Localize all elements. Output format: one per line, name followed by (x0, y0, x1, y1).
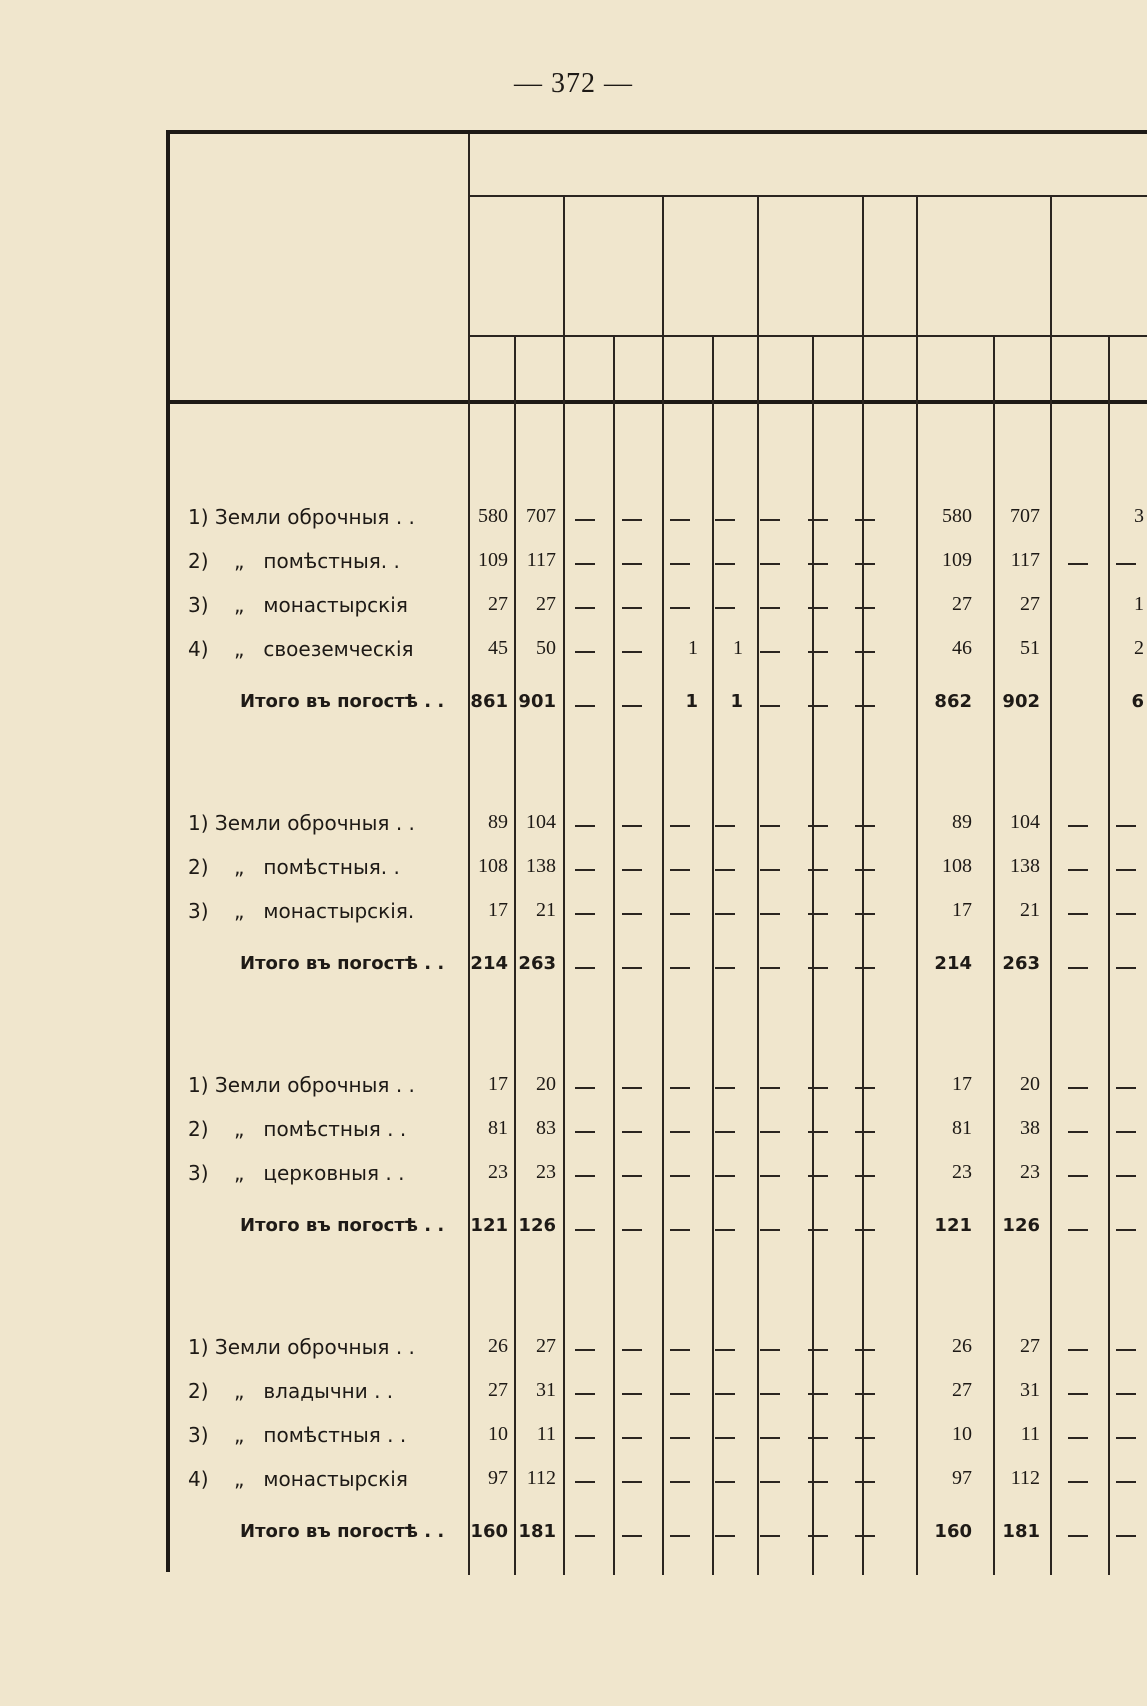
table-cell: 23 (952, 1161, 972, 1183)
table-cell: 214 (470, 953, 508, 974)
table-cell: 27 (1020, 593, 1040, 615)
empty-dash (1068, 1229, 1088, 1231)
table-cell: 121 (470, 1215, 508, 1236)
empty-dash (715, 1393, 735, 1395)
empty-dash (715, 519, 735, 521)
empty-dash (760, 1087, 780, 1089)
empty-dash (855, 1349, 875, 1351)
empty-dash (1068, 1175, 1088, 1177)
empty-dash (855, 913, 875, 915)
empty-dash (760, 651, 780, 653)
empty-dash (1068, 1481, 1088, 1483)
empty-dash (715, 563, 735, 565)
row-label: 2) „ владычни . . (188, 1379, 394, 1403)
table-cell: 20 (536, 1073, 556, 1095)
empty-dash (1068, 1437, 1088, 1439)
empty-dash (760, 967, 780, 969)
empty-dash (808, 1393, 828, 1395)
empty-dash (1068, 1393, 1088, 1395)
empty-dash (1116, 869, 1136, 871)
empty-dash (575, 1229, 595, 1231)
empty-dash (575, 967, 595, 969)
table-cell: 17 (952, 899, 972, 921)
table-cell: 104 (526, 811, 556, 833)
table-cell: 81 (952, 1117, 972, 1139)
table-cell: 10 (952, 1423, 972, 1445)
table-cell: 50 (536, 637, 556, 659)
empty-dash (808, 1175, 828, 1177)
table-cell: 89 (488, 811, 508, 833)
empty-dash (575, 913, 595, 915)
table-cell: 23 (536, 1161, 556, 1183)
table-cell: 126 (1002, 1215, 1040, 1236)
empty-dash (760, 1349, 780, 1351)
table-cell: 27 (952, 593, 972, 615)
empty-dash (855, 651, 875, 653)
table-cell: 38 (1020, 1117, 1040, 1139)
table-cell: 160 (934, 1521, 972, 1542)
table-cell: 263 (1002, 953, 1040, 974)
empty-dash (1116, 1349, 1136, 1351)
row-label: 3) „ помѣстныя . . (188, 1423, 407, 1447)
table-cell: 104 (1010, 811, 1040, 833)
empty-dash (622, 869, 642, 871)
row-label: Итого въ погостѣ . . (240, 1215, 445, 1236)
empty-dash (855, 1087, 875, 1089)
empty-dash (715, 825, 735, 827)
table-cell: 108 (478, 855, 508, 877)
subheader-rule (470, 335, 1147, 337)
table-cell: 580 (942, 505, 972, 527)
table-cell: 27 (488, 1379, 508, 1401)
empty-dash (670, 1535, 690, 1537)
table-cell: 181 (518, 1521, 556, 1542)
empty-dash (1068, 1349, 1088, 1351)
empty-dash (760, 1393, 780, 1395)
empty-dash (715, 1481, 735, 1483)
empty-dash (855, 825, 875, 827)
empty-dash (1116, 825, 1136, 827)
empty-dash (670, 1481, 690, 1483)
empty-dash (760, 1535, 780, 1537)
column-rule (662, 195, 664, 1575)
empty-dash (575, 1437, 595, 1439)
empty-dash (670, 967, 690, 969)
table-cell: 126 (518, 1215, 556, 1236)
empty-dash (670, 913, 690, 915)
empty-dash (808, 1349, 828, 1351)
empty-dash (1116, 913, 1136, 915)
empty-dash (1068, 1131, 1088, 1133)
empty-dash (622, 967, 642, 969)
empty-dash (715, 1229, 735, 1231)
table-cell: 20 (1020, 1073, 1040, 1095)
empty-dash (1116, 563, 1136, 565)
page-number: — 372 — (514, 68, 633, 99)
empty-dash (855, 1481, 875, 1483)
empty-dash (715, 1437, 735, 1439)
empty-dash (575, 563, 595, 565)
empty-dash (760, 563, 780, 565)
row-label: 1) Земли оброчныя . . (188, 1073, 415, 1097)
row-label: 2) „ помѣстныя . . (188, 1117, 407, 1141)
column-rule (613, 335, 615, 1575)
table-cell: 51 (1020, 637, 1040, 659)
empty-dash (670, 869, 690, 871)
row-label: 3) „ монастырскія (188, 593, 408, 617)
table-cell: 17 (488, 1073, 508, 1095)
empty-dash (1116, 1481, 1136, 1483)
row-label: 1) Земли оброчныя . . (188, 811, 415, 835)
empty-dash (1116, 1131, 1136, 1133)
empty-dash (670, 1393, 690, 1395)
empty-dash (855, 1175, 875, 1177)
table-cell: 138 (1010, 855, 1040, 877)
table-left-border (166, 130, 170, 1572)
empty-dash (1116, 1175, 1136, 1177)
empty-dash (808, 967, 828, 969)
table-cell: 11 (1020, 1423, 1040, 1445)
empty-dash (715, 607, 735, 609)
empty-dash (622, 705, 642, 707)
empty-dash (808, 825, 828, 827)
table-cell: 580 (478, 505, 508, 527)
table-cell: 10 (488, 1423, 508, 1445)
empty-dash (808, 705, 828, 707)
table-cell: 117 (1010, 549, 1040, 571)
table-cell: 27 (488, 593, 508, 615)
row-label: 4) „ монастырскія (188, 1467, 408, 1491)
table-cell: 97 (488, 1467, 508, 1489)
empty-dash (670, 607, 690, 609)
empty-dash (670, 1229, 690, 1231)
empty-dash (575, 651, 595, 653)
empty-dash (1068, 1087, 1088, 1089)
row-label: 1) Земли оброчныя . . (188, 505, 415, 529)
row-label: 1) Земли оброчныя . . (188, 1335, 415, 1359)
empty-dash (622, 1229, 642, 1231)
empty-dash (622, 607, 642, 609)
empty-dash (575, 1349, 595, 1351)
table-cell: 6 (1131, 691, 1144, 712)
empty-dash (622, 519, 642, 521)
empty-dash (760, 825, 780, 827)
empty-dash (1116, 1229, 1136, 1231)
empty-dash (1068, 563, 1088, 565)
row-label: 2) „ помѣстныя. . (188, 855, 400, 879)
table-cell: 862 (934, 691, 972, 712)
empty-dash (575, 1481, 595, 1483)
empty-dash (622, 1437, 642, 1439)
empty-dash (855, 519, 875, 521)
empty-dash (855, 563, 875, 565)
empty-dash (855, 967, 875, 969)
empty-dash (808, 1437, 828, 1439)
empty-dash (760, 869, 780, 871)
empty-dash (855, 607, 875, 609)
table-cell: 263 (518, 953, 556, 974)
empty-dash (575, 705, 595, 707)
empty-dash (855, 869, 875, 871)
empty-dash (1116, 1087, 1136, 1089)
empty-dash (575, 1131, 595, 1133)
column-rule (812, 335, 814, 1575)
table-cell: 3 (1134, 505, 1144, 527)
empty-dash (575, 1535, 595, 1537)
empty-dash (808, 1131, 828, 1133)
empty-dash (808, 1229, 828, 1231)
empty-dash (760, 519, 780, 521)
empty-dash (715, 967, 735, 969)
empty-dash (760, 705, 780, 707)
row-label: 3) „ церковныя . . (188, 1161, 405, 1185)
empty-dash (855, 1131, 875, 1133)
table-cell: 97 (952, 1467, 972, 1489)
empty-dash (715, 1349, 735, 1351)
header-bottom-border (166, 400, 1147, 404)
empty-dash (715, 1175, 735, 1177)
empty-dash (670, 1131, 690, 1133)
empty-dash (760, 913, 780, 915)
empty-dash (760, 1481, 780, 1483)
table-cell: 121 (934, 1215, 972, 1236)
table-cell: 2 (1134, 637, 1144, 659)
table-cell: 21 (1020, 899, 1040, 921)
empty-dash (622, 1131, 642, 1133)
empty-dash (670, 519, 690, 521)
table-cell: 1 (733, 637, 743, 659)
table-cell: 902 (1002, 691, 1040, 712)
empty-dash (1068, 825, 1088, 827)
table-cell: 1 (730, 691, 743, 712)
empty-dash (622, 651, 642, 653)
empty-dash (855, 1535, 875, 1537)
group-rule (470, 195, 1147, 197)
empty-dash (715, 1131, 735, 1133)
table-cell: 214 (934, 953, 972, 974)
empty-dash (622, 1535, 642, 1537)
empty-dash (715, 869, 735, 871)
empty-dash (808, 1535, 828, 1537)
empty-dash (760, 1175, 780, 1177)
empty-dash (1116, 1437, 1136, 1439)
empty-dash (622, 1481, 642, 1483)
table-cell: 17 (952, 1073, 972, 1095)
row-label: Итого въ погостѣ . . (240, 953, 445, 974)
row-label: 3) „ монастырскія. (188, 899, 415, 923)
empty-dash (808, 1481, 828, 1483)
table-cell: 89 (952, 811, 972, 833)
table-cell: 31 (1020, 1379, 1040, 1401)
table-cell: 45 (488, 637, 508, 659)
table-cell: 112 (526, 1467, 556, 1489)
row-label: Итого въ погостѣ . . (240, 1521, 445, 1542)
table-cell: 160 (470, 1521, 508, 1542)
table-cell: 117 (526, 549, 556, 571)
table-cell: 26 (488, 1335, 508, 1357)
table-cell: 27 (536, 1335, 556, 1357)
table-cell: 108 (942, 855, 972, 877)
empty-dash (715, 1535, 735, 1537)
table-cell: 1 (1134, 593, 1144, 615)
table-cell: 901 (518, 691, 556, 712)
empty-dash (760, 1131, 780, 1133)
table-cell: 27 (1020, 1335, 1040, 1357)
empty-dash (760, 1437, 780, 1439)
empty-dash (1068, 913, 1088, 915)
column-rule (916, 195, 918, 1575)
table-top-border (168, 130, 1147, 134)
empty-dash (575, 1087, 595, 1089)
empty-dash (622, 913, 642, 915)
table-cell: 11 (536, 1423, 556, 1445)
column-rule (993, 335, 995, 1575)
table-cell: 31 (536, 1379, 556, 1401)
empty-dash (575, 869, 595, 871)
empty-dash (575, 519, 595, 521)
empty-dash (1116, 967, 1136, 969)
empty-dash (670, 1349, 690, 1351)
empty-dash (760, 1229, 780, 1231)
column-rule (712, 335, 714, 1575)
column-rule (1050, 195, 1052, 1575)
table-cell: 23 (1020, 1161, 1040, 1183)
table-cell: 138 (526, 855, 556, 877)
table-cell: 81 (488, 1117, 508, 1139)
row-label: 4) „ своеземческія (188, 637, 414, 661)
table-cell: 181 (1002, 1521, 1040, 1542)
empty-dash (622, 1175, 642, 1177)
empty-dash (808, 519, 828, 521)
table-cell: 46 (952, 637, 972, 659)
empty-dash (622, 563, 642, 565)
table-cell: 109 (942, 549, 972, 571)
row-label: 2) „ помѣстныя. . (188, 549, 400, 573)
table-cell: 26 (952, 1335, 972, 1357)
empty-dash (715, 1087, 735, 1089)
empty-dash (808, 913, 828, 915)
empty-dash (808, 1087, 828, 1089)
table-cell: 23 (488, 1161, 508, 1183)
empty-dash (622, 1349, 642, 1351)
empty-dash (1116, 1535, 1136, 1537)
column-rule (757, 195, 759, 1575)
empty-dash (670, 1437, 690, 1439)
empty-dash (1116, 1393, 1136, 1395)
empty-dash (808, 869, 828, 871)
table-cell: 1 (685, 691, 698, 712)
empty-dash (855, 1437, 875, 1439)
table-cell: 109 (478, 549, 508, 571)
empty-dash (670, 563, 690, 565)
empty-dash (575, 825, 595, 827)
column-rule (862, 195, 864, 1575)
table-cell: 707 (1010, 505, 1040, 527)
table-cell: 21 (536, 899, 556, 921)
empty-dash (808, 563, 828, 565)
row-label: Итого въ погостѣ . . (240, 691, 445, 712)
empty-dash (855, 1393, 875, 1395)
empty-dash (575, 607, 595, 609)
table-cell: 17 (488, 899, 508, 921)
empty-dash (1068, 869, 1088, 871)
table-cell: 83 (536, 1117, 556, 1139)
empty-dash (855, 1229, 875, 1231)
empty-dash (622, 1087, 642, 1089)
empty-dash (670, 1175, 690, 1177)
empty-dash (622, 1393, 642, 1395)
empty-dash (575, 1393, 595, 1395)
empty-dash (808, 651, 828, 653)
empty-dash (1068, 967, 1088, 969)
empty-dash (855, 705, 875, 707)
table-cell: 112 (1010, 1467, 1040, 1489)
table-cell: 27 (536, 593, 556, 615)
empty-dash (622, 825, 642, 827)
column-rule (563, 195, 565, 1575)
empty-dash (808, 607, 828, 609)
table-cell: 27 (952, 1379, 972, 1401)
empty-dash (670, 1087, 690, 1089)
table-cell: 1 (688, 637, 698, 659)
empty-dash (575, 1175, 595, 1177)
empty-dash (760, 607, 780, 609)
empty-dash (715, 913, 735, 915)
table-cell: 707 (526, 505, 556, 527)
empty-dash (1068, 1535, 1088, 1537)
table-cell: 861 (470, 691, 508, 712)
empty-dash (670, 825, 690, 827)
